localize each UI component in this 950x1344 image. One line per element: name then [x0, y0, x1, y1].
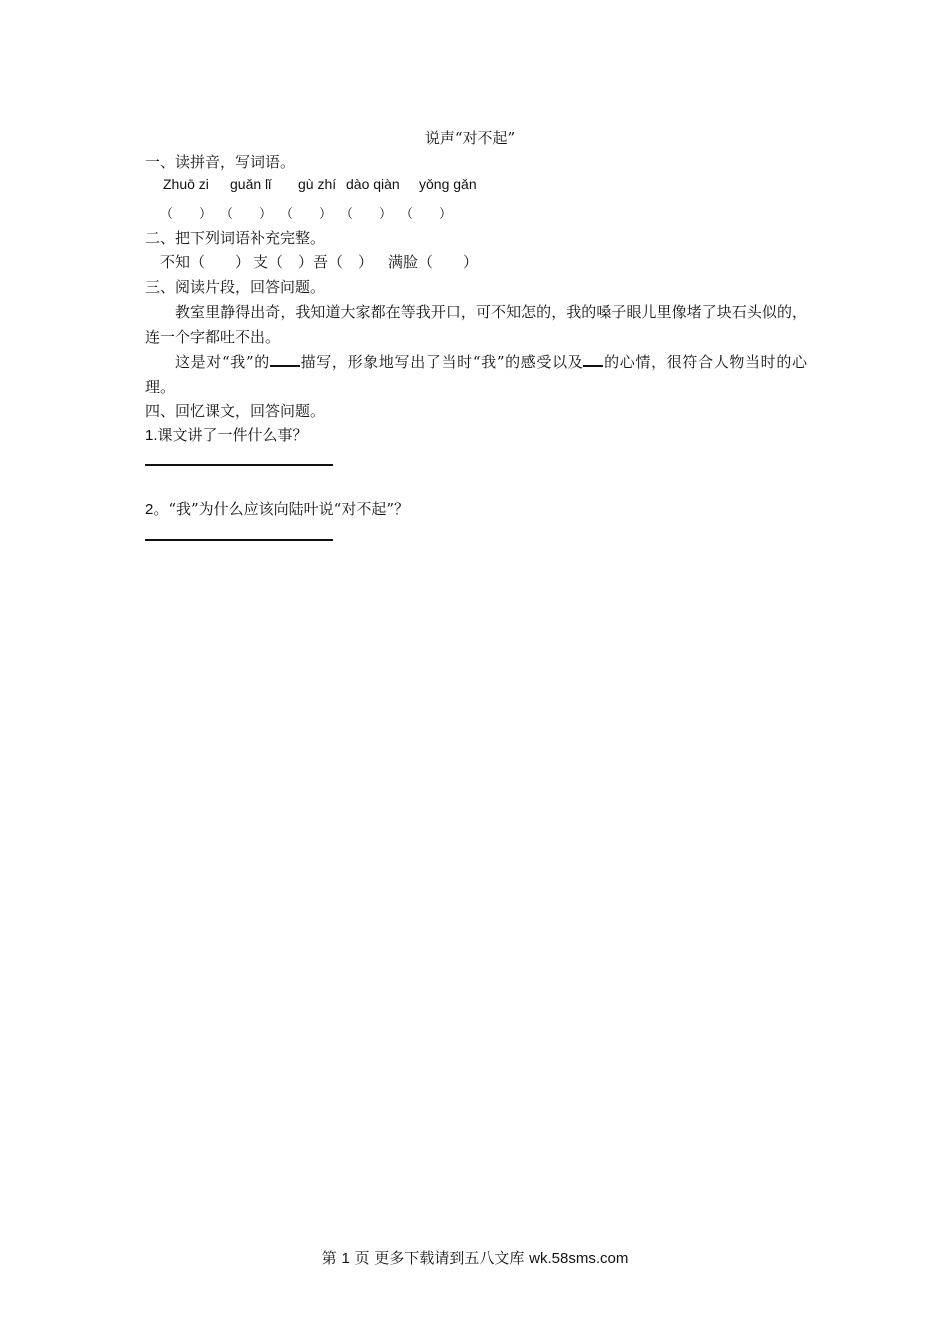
- answer-paren-2: （ ）: [220, 207, 273, 222]
- footer-url[interactable]: wk.58sms.com: [529, 1250, 629, 1267]
- section4-heading: 四、回忆课文，回答问题。: [145, 402, 326, 420]
- question-2: [145, 499, 409, 520]
- answer-blank-1[interactable]: [270, 351, 300, 367]
- question-part-2: 描写，形象地写出了当时“我”的感受以及: [299, 353, 584, 371]
- pinyin-1: Zhuō zi: [163, 176, 209, 192]
- page-footer: [0, 1247, 950, 1268]
- question-1-text: 课文讲了一件什么事？: [157, 426, 308, 444]
- question-part-3: 的心情，很符合人物当时的心理。: [145, 353, 808, 396]
- pinyin-3: gù zhí: [298, 176, 337, 192]
- question-2-text: 。“我”为什么应该向陆叶说“对不起”？: [153, 500, 410, 518]
- answer-paren-5: （ ）: [400, 207, 453, 222]
- page-title: 说声“对不起”: [424, 129, 516, 147]
- section2-heading: 二、把下列词语补充完整。: [145, 229, 326, 247]
- footer-prefix: 第: [321, 1249, 337, 1267]
- fill-item-1: 不知（ ）: [160, 253, 251, 271]
- answer-line-1[interactable]: [145, 464, 333, 466]
- section3-heading: 三、阅读片段，回答问题。: [145, 278, 326, 296]
- pinyin-5: yǒng gǎn: [419, 176, 477, 192]
- answer-line-2[interactable]: [145, 539, 333, 541]
- answer-paren-3: （ ）: [280, 207, 333, 222]
- pinyin-4: dào qiàn: [346, 176, 400, 192]
- reading-question: [145, 350, 807, 400]
- question-1: [145, 425, 308, 446]
- section1-heading: 一、读拼音，写词语。: [145, 153, 296, 171]
- pinyin-2: guǎn lǐ: [230, 176, 272, 192]
- question-2-number: 2: [145, 501, 154, 518]
- question-part-1: 这是对“我”的: [175, 353, 270, 371]
- footer-text: 页 更多下载请到五八文库: [354, 1249, 525, 1267]
- fill-item-2: 支（ ）吾（ ）: [253, 253, 374, 271]
- answer-paren-1: （ ）: [160, 207, 213, 222]
- answer-paren-4: （ ）: [340, 207, 393, 222]
- fill-item-3: 满脸（ ）: [388, 253, 479, 271]
- footer-page-number: 1: [341, 1250, 350, 1267]
- question-1-number: 1.: [145, 427, 158, 444]
- reading-passage: 教室里静得出奇，我知道大家都在等我开口，可不知怎的，我的嗓子眼儿里像堵了块石头似的，连一个字都吐不出。: [145, 303, 807, 346]
- answer-blank-2[interactable]: [583, 351, 603, 367]
